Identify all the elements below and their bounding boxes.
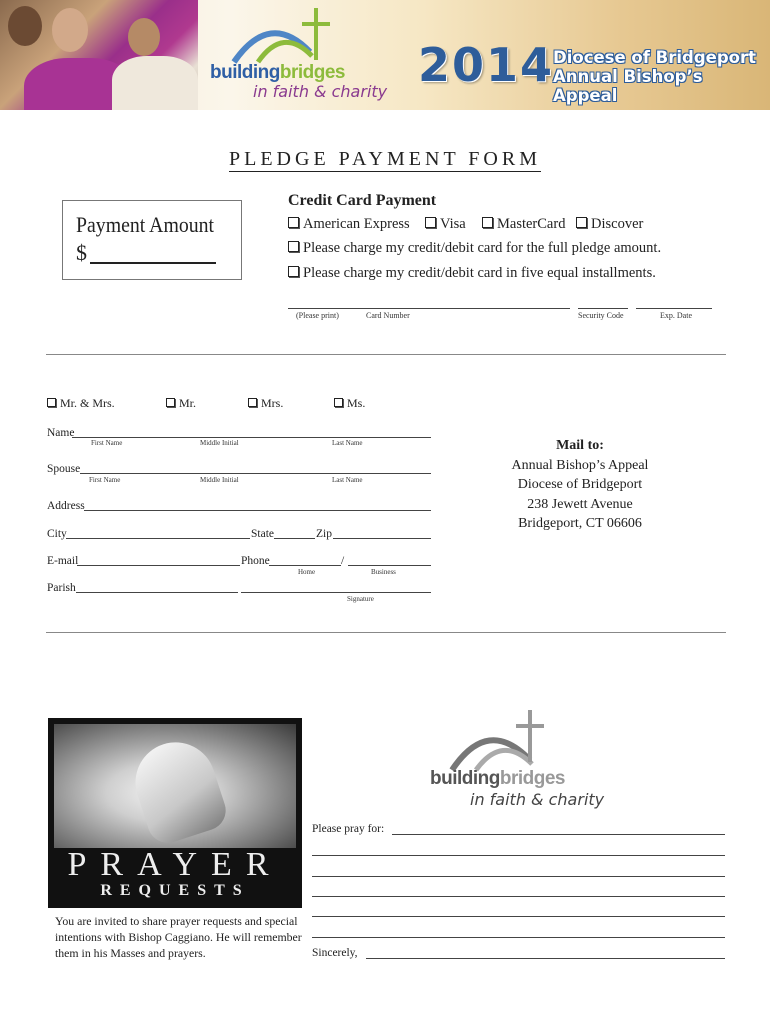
salutation-mr[interactable]: Mr. (166, 396, 196, 411)
spouse-field[interactable] (80, 473, 431, 474)
address-field[interactable] (84, 510, 431, 511)
prayer-invitation-text: You are invited to share prayer requests and special intentions with Bishop Caggiano. He will remember them in his Masses and prayers. (55, 914, 302, 960)
exp-date-label: Exp. Date (660, 311, 692, 320)
zip-field[interactable] (333, 538, 431, 539)
mail-to-block (480, 436, 680, 534)
parish-field[interactable] (76, 592, 238, 593)
middle-initial-label: Middle Initial (200, 439, 239, 447)
mail-to-line: Diocese of Bridgeport (517, 477, 643, 492)
spouse-label: Spouse (47, 463, 81, 475)
logo-arch-icon (228, 4, 338, 66)
mail-to-line: Bridgeport, CT 06606 (518, 516, 642, 531)
prayer-line[interactable] (312, 916, 725, 917)
pray-for-label: Please pray for: (312, 823, 385, 835)
prayer-line[interactable] (312, 876, 725, 877)
prayer-line[interactable] (312, 855, 725, 856)
phone-label: Phone (241, 555, 270, 567)
spouse-middle-initial-label: Middle Initial (200, 476, 239, 484)
checkbox-icon[interactable] (166, 398, 175, 407)
installments-option[interactable]: Please charge my credit/debit card in five equal installments. (288, 265, 656, 282)
checkbox-icon[interactable] (425, 217, 436, 228)
address-label: Address (47, 500, 85, 512)
mail-to-line: Annual Bishop’s Appeal (511, 457, 649, 473)
security-code-field[interactable] (578, 308, 628, 309)
checkbox-icon[interactable] (288, 217, 299, 228)
email-field[interactable] (77, 565, 240, 566)
checkbox-icon[interactable] (248, 398, 257, 407)
prayer-requests-image (48, 718, 302, 908)
parish-label: Parish (47, 582, 76, 594)
checkbox-icon[interactable] (576, 217, 587, 228)
email-label: E-mail (47, 555, 79, 567)
phone-separator: / (341, 555, 345, 567)
spouse-last-name-label: Last Name (332, 476, 363, 484)
checkbox-icon[interactable] (47, 398, 56, 407)
header-photo (0, 0, 198, 110)
card-number-label: Card Number (366, 311, 410, 320)
name-label: Name (47, 427, 75, 439)
signature-field[interactable] (241, 592, 431, 593)
discover-option[interactable]: Discover (576, 216, 643, 233)
security-code-label: Security Code (578, 311, 624, 320)
praying-hands-icon (125, 732, 231, 848)
name-field[interactable] (72, 437, 431, 438)
checkbox-icon[interactable] (482, 217, 493, 228)
currency-symbol: $ (76, 240, 87, 265)
card-number-field[interactable] (288, 308, 570, 309)
exp-date-field[interactable] (636, 308, 712, 309)
pray-for-field[interactable] (392, 834, 725, 835)
payment-amount-field[interactable] (90, 262, 216, 264)
appeal-year: 2014 (418, 38, 555, 92)
checkbox-icon[interactable] (288, 241, 299, 252)
mail-to-heading: Mail to: (556, 438, 604, 453)
visa-option[interactable]: Visa (425, 216, 466, 233)
section-divider (46, 632, 726, 633)
prayer-line[interactable] (312, 937, 725, 938)
state-field[interactable] (274, 538, 315, 539)
first-name-label: First Name (91, 439, 123, 447)
footer-logo-tagline: in faith & charity (470, 790, 605, 809)
checkbox-icon[interactable] (288, 266, 299, 277)
payment-amount-label: Payment Amount (76, 212, 215, 237)
city-field[interactable] (66, 538, 250, 539)
business-phone-field[interactable] (348, 565, 431, 566)
mail-to-line: 238 Jewett Avenue (527, 496, 633, 512)
logo-tagline: in faith & charity (253, 82, 388, 101)
checkbox-icon[interactable] (334, 398, 343, 407)
business-label: Business (371, 568, 396, 576)
amex-option[interactable]: American Express (288, 216, 410, 233)
salutation-ms[interactable]: Ms. (334, 396, 365, 411)
prayer-line[interactable] (312, 896, 725, 897)
please-print-label: (Please print) (296, 311, 339, 320)
zip-label: Zip (316, 528, 332, 540)
last-name-label: Last Name (332, 439, 363, 447)
sincerely-label: Sincerely, (312, 947, 358, 959)
home-phone-field[interactable] (269, 565, 341, 566)
salutation-mrs[interactable]: Mrs. (248, 396, 283, 411)
footer-logo-wordmark: buildingbridges (430, 768, 565, 789)
requests-heading: REQUESTS (100, 882, 250, 899)
state-label: State (251, 528, 274, 540)
sincerely-field[interactable] (366, 958, 725, 959)
credit-card-title: Credit Card Payment (288, 192, 437, 209)
mastercard-option[interactable]: MasterCard (482, 216, 565, 233)
section-divider (46, 354, 726, 355)
full-pledge-option[interactable]: Please charge my credit/debit card for the full pledge amount. (288, 240, 661, 257)
signature-label: Signature (347, 595, 374, 603)
salutation-mr-mrs[interactable]: Mr. & Mrs. (47, 396, 115, 411)
logo-arch-icon (440, 708, 560, 772)
logo-wordmark: buildingbridges (210, 62, 345, 83)
header-banner (0, 0, 770, 110)
home-label: Home (298, 568, 316, 576)
prayer-heading: PRAYER (67, 846, 283, 883)
appeal-title: Diocese of Bridgeport Annual Bishop’s Appeal (553, 48, 757, 105)
city-label: City (47, 528, 67, 540)
spouse-first-name-label: First Name (89, 476, 121, 484)
form-title: PLEDGE PAYMENT FORM (229, 148, 541, 170)
praying-hands-photo (54, 724, 296, 848)
